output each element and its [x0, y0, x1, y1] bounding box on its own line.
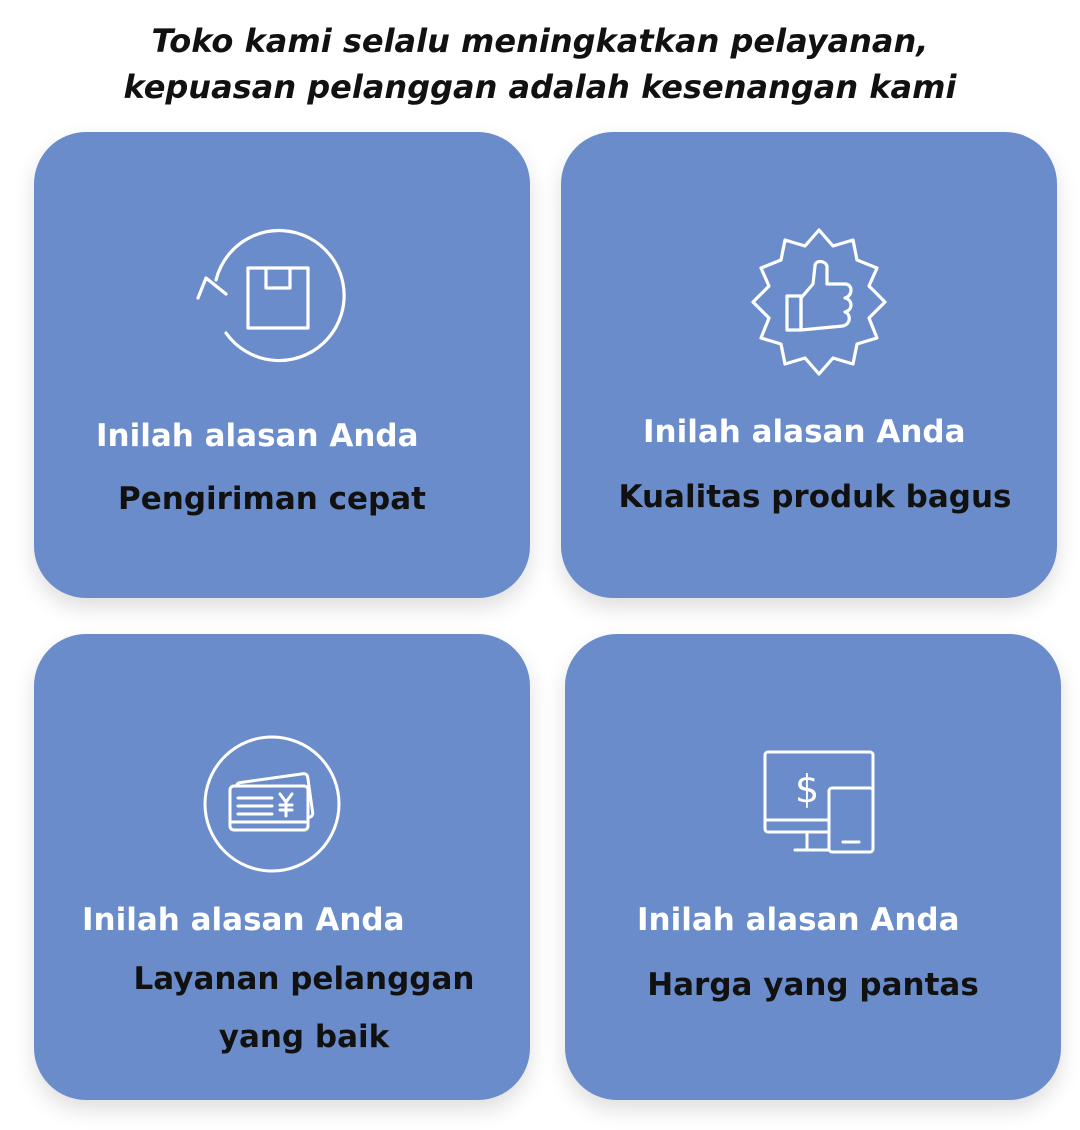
- thumbs-up-badge-icon: [747, 226, 891, 378]
- price-devices-icon: [761, 748, 877, 856]
- card-reason: Harga yang pantas: [647, 967, 979, 1003]
- card-reason-line-2: yang baik: [218, 1019, 390, 1055]
- reason-card-product-quality: [561, 132, 1057, 598]
- card-subtitle: Inilah alasan Anda: [82, 902, 405, 938]
- card-reason-line-1: Layanan pelanggan: [133, 961, 475, 997]
- card-reason: Kualitas produk bagus: [618, 479, 1012, 515]
- svg-text:$: $: [795, 767, 820, 811]
- payment-cards-icon: [202, 734, 342, 874]
- headline-line-1: Toko kami selalu meningkatkan pelayanan,: [151, 22, 929, 60]
- card-subtitle: Inilah alasan Anda: [96, 418, 419, 454]
- card-reason: Pengiriman cepat: [118, 481, 426, 517]
- box-refresh-icon: [192, 228, 348, 368]
- reason-card-fast-shipping: [34, 132, 530, 598]
- card-subtitle: Inilah alasan Anda: [643, 414, 966, 450]
- reason-card-customer-service: [34, 634, 530, 1100]
- card-subtitle: Inilah alasan Anda: [637, 902, 960, 938]
- headline: [0, 18, 1080, 110]
- headline-line-2: kepuasan pelanggan adalah kesenangan kami: [123, 68, 957, 106]
- reason-card-fair-price: [565, 634, 1061, 1100]
